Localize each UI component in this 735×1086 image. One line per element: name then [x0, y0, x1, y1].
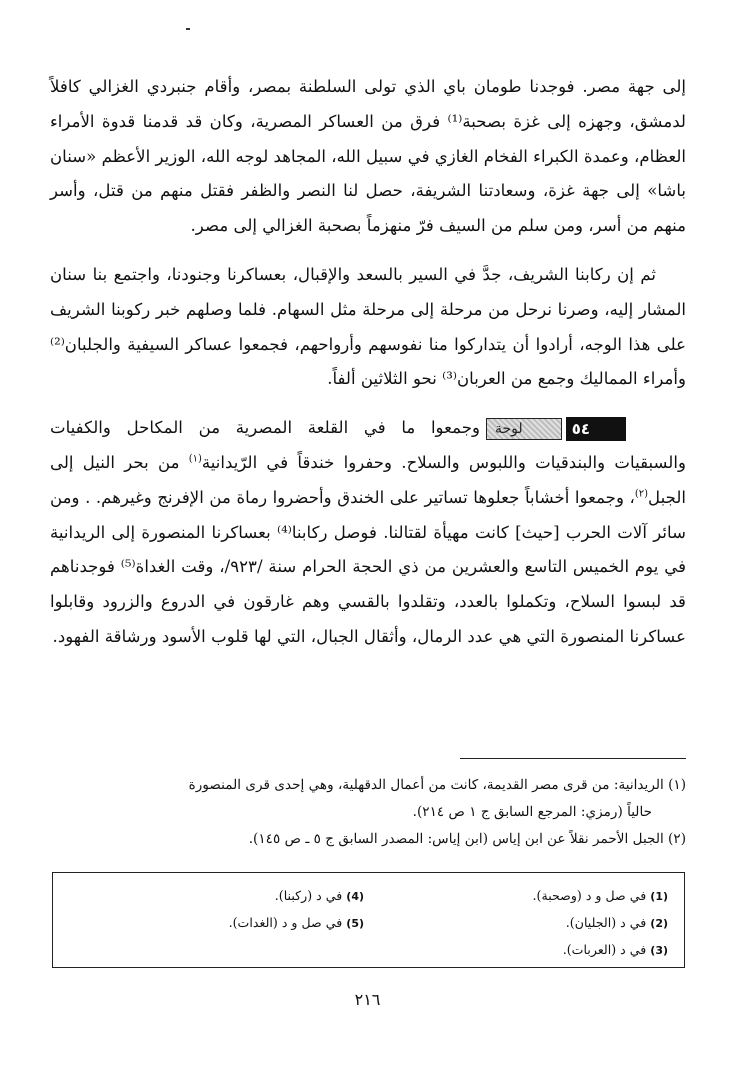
- paragraph-2: ثم إن ركابنا الشريف، جدَّ في السير بالسعد والإقبال، بعساكرنا وجنودنا، واجتمع بنا سنان المشار إليه، وصرنا نرحل من مرحلة إلى مرحلة مثل السهام. فلما وصلهم خبر ركوبنا الشريف على هذا الوجه، أرادوا أن يتداركوا منا نفوسهم وأرواحهم، فجمعوا عساكر السيفية والجلبان⁽²⁾ وأمراء المماليك وجمع من العربان⁽³⁾ نحو الثلاثين ألفاً.: [50, 264, 686, 389]
- variant-number: (2): [650, 917, 668, 930]
- manuscript-variants-box: [52, 872, 685, 968]
- variant-text: في د (العربات).: [562, 942, 651, 957]
- plate-number: ٥٤: [566, 417, 626, 441]
- variant-number: (4): [346, 890, 364, 903]
- footnote-1-continued: حالياً (رمزي: المرجع السابق ج ١ ص ٢١٤).: [412, 804, 652, 820]
- footnote-ref-1: (١): [188, 453, 202, 465]
- paragraph-3-part-a: وجمعوا ما في القلعة المصرية من المكاحل والكفيات والسبقيات والبندقيات واللبوس والسلاح. وحفروا خندقاً في الرّيدانية: [50, 418, 686, 473]
- footnotes: [50, 772, 686, 853]
- paragraph-3: [50, 411, 686, 655]
- footnote-2: (٢) الجبل الأحمر نقلاً عن ابن إياس (ابن إياس: المصدر السابق ج ٥ ـ ص ١٤٥).: [248, 831, 686, 847]
- plate-marker: [486, 411, 656, 446]
- variant-text: في د (ركبنا).: [274, 888, 347, 903]
- footnote-separator: [460, 758, 686, 759]
- variant-note: [368, 910, 668, 937]
- variants-column-left: [74, 883, 364, 937]
- paragraph-3-part-b: من بحر النيل إلى الجبل: [50, 453, 686, 507]
- variant-note: [74, 910, 364, 937]
- variant-note: [368, 883, 668, 910]
- plate-label: لوحة: [486, 418, 562, 440]
- variants-column-right: [368, 883, 668, 964]
- paragraph-1: إلى جهة مصر. فوجدنا طومان باي الذي تولى السلطنة بمصر، وأقام جنبردي الغزالي كافلاً لدمشق، وجهزه إلى غزة بصحبة⁽¹⁾ فرق من العساكر المصرية، وكان قد قدمنا قدوة الأمراء العظام، وعمدة الكبراء الفخام الغازي في سبيل الله، المجاهد لوجه الله، الوزير الأعظم «سنان باشا» إلى جهة غزة، وسعادتنا الشريفة، حصل لنا النصر والظفر فقتل منهم من قتل، وأسر منهم من أسر، ومن سلم من السيف فرّ منهزماً بصحبة الغزالي إلى مصر.: [50, 77, 686, 236]
- main-text: [50, 70, 686, 655]
- variant-text: في د (الجليان).: [565, 915, 651, 930]
- footnote-ref-2: (٢): [634, 488, 649, 500]
- variant-number: (1): [650, 890, 668, 903]
- variant-text: في صل و د (الغدات).: [228, 915, 347, 930]
- variant-number: (5): [346, 917, 364, 930]
- variant-number: (3): [650, 944, 668, 957]
- variant-note: [74, 883, 364, 910]
- footnote-1: (١) الريدانية: من قرى مصر القديمة، كانت من أعمال الدقهلية، وهي إحدى قرى المنصورة: [188, 777, 686, 793]
- paragraph-3-part-c: ، وجمعوا أخشاباً جعلوها تساتير على الخندق وأحضروا رماة من الإفرنج وغيرهم. . ومن سائر آلات الحرب [حيث] كانت مهيأة لقتالنا. فوصل ركابنا⁽⁴⁾ بعساكرنا المنصورة إلى الريدانية في يوم الخميس التاسع والعشرين من ذي الحجة الحرام سنة /٩٢٣/، وقت الغداة⁽⁵⁾ فوجدناهم قد لبسوا السلاح، وتكملوا بالعدد، وتقلدوا بالقسي وهم غارقون في الدروع والزرود وقابلوا عساكرنا المنصورة التي هي عدد الرمال، وأثقال الجبال، التي لها قلوب الأسود ورشاقة الفهود.: [50, 487, 686, 647]
- variant-note: [368, 937, 668, 964]
- scan-mark: [186, 28, 190, 30]
- variant-text: في صل و د (وصحبة).: [532, 888, 651, 903]
- page-number: ٢١٦: [354, 990, 381, 1009]
